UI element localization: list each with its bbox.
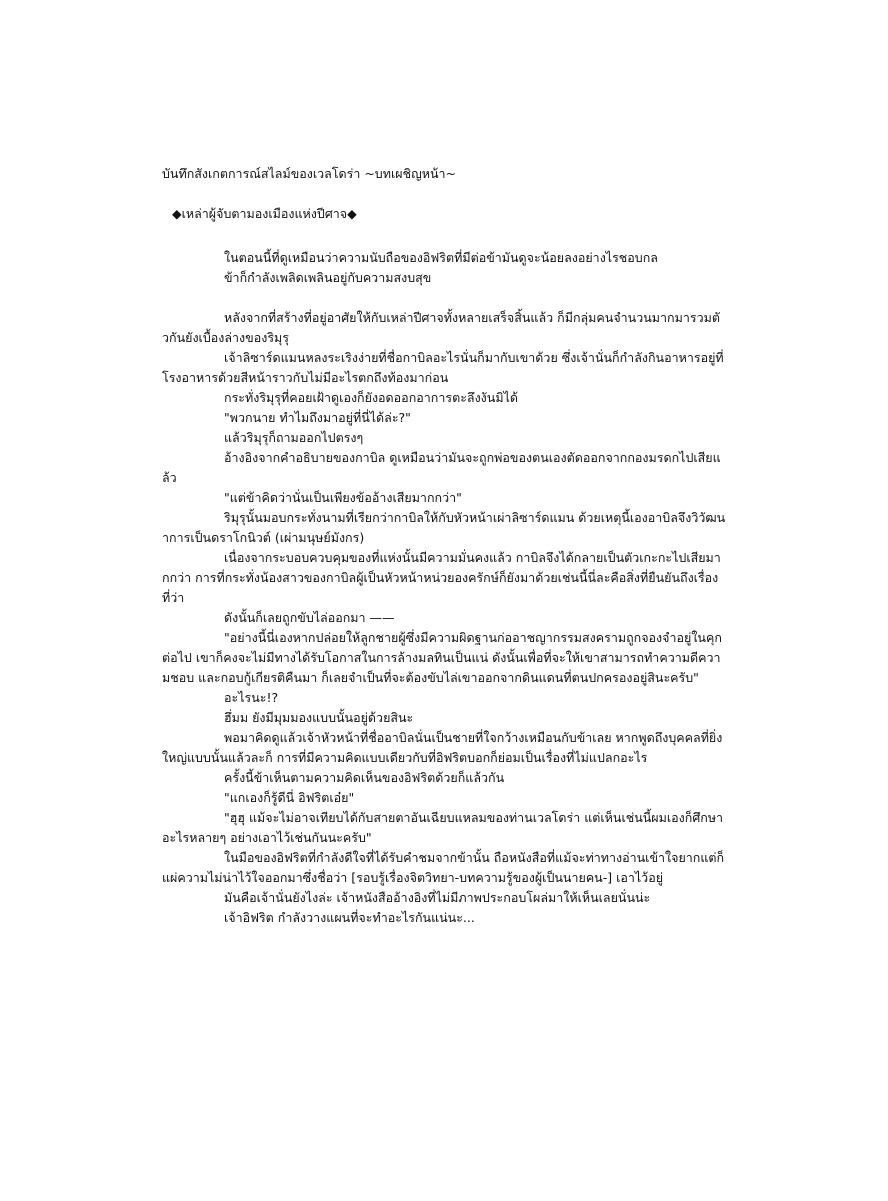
paragraph: มันคือเจ้านั่นยังไงล่ะ เจ้าหนังสืออ้างอิงที่ไม่มีภาพประกอบโผล่มาให้เห็นเลยนั่นน่ะ bbox=[224, 890, 651, 905]
paragraph: พอมาคิดดูแล้วเจ้าหัวหน้าที่ชื่ออาบิลนั่นเป็นชายที่ใจกว้างเหมือนกับข้าเลย หากพูดถึงบุคคลที่ยิ่งใหญ่แบบนั้นแล้วละก็ การที่มีความคิดแบบเดียวกับที่อิฟริตบอกก็ย่อมเป็นเรื่องที่ไม่แปลกอะไร bbox=[162, 730, 723, 765]
paragraph: ริมุรุนั้นมอบกระทั่งนามที่เรียกว่ากาบิลให้กับหัวหน้าเผ่าลิซาร์ดแมน ด้วยเหตุนี้เองอาบิลจึงวิวัฒนาการเป็นดราโกนิวต์ (เผ่ามนุษย์มังกร) bbox=[162, 510, 726, 545]
paragraph: อ้างอิงจากคำอธิบายของกาบิล ดูเหมือนว่ามันจะถูกพ่อของตนเองตัดออกจากกองมรดกไปเสียแล้ว bbox=[162, 450, 721, 485]
paragraph: เจ้าอิฟริต กำลังวางแผนที่จะทำอะไรกันแน่นะ... bbox=[224, 910, 475, 925]
paragraph: ในมือของอิฟริตที่กำลังดีใจที่ได้รับคำชมจากข้านั้น ถือหนังสือที่แม้จะท่าทางอ่านเข้าใจยากแต่ก็แผ่ความไม่น่าไว้ใจออกมาซึ่งชื่อว่า [รอบรู้เรื่องจิตวิทยา-บทความรู้ของผู้เป็นนายคน-] เอาไว้อยู่ bbox=[162, 850, 725, 885]
paragraph: "ฮุฮุ แม้จะไม่อาจเทียบได้กับสายตาอันเฉียบแหลมของท่านเวลโดร่า แต่เห็นเช่นนี้ผมเองก็ศึกษาอะไรหลายๆ อย่างเอาไว้เช่นกันนะครับ" bbox=[162, 810, 724, 845]
paragraph: หลังจากที่สร้างที่อยู่อาศัยให้กับเหล่าปีศาจทั้งหลายเสร็จสิ้นแล้ว ก็มีกลุ่มคนจำนวนมากมารวมตัวกันยังเบื้องล่างของริมุรุ bbox=[162, 310, 720, 345]
paragraph: แล้วริมุรุก็ถามออกไปตรงๆ bbox=[224, 430, 364, 445]
paragraph: ดังนั้นก็เลยถูกขับไล่ออกมา —— bbox=[224, 610, 395, 625]
section-heading: ◆เหล่าผู้จับตามองเมืองแห่งปีศาจ◆ bbox=[172, 206, 357, 221]
paragraph: ข้าก็กำลังเพลิดเพลินอยู่กับความสงบสุข bbox=[224, 270, 432, 285]
paragraph: กระทั่งริมุรุที่คอยเฝ้าดูเองก็ยังอดออกอาการตะลึงงันมิได้ bbox=[224, 390, 518, 405]
document-body bbox=[162, 248, 726, 928]
paragraph: ในตอนนี้ที่ดูเหมือนว่าความนับถือของอิฟริตที่มีต่อข้ามันดูจะน้อยลงอย่างไรชอบกล bbox=[224, 250, 658, 265]
paragraph: เจ้าลิซาร์ดแมนหลงระเริงง่ายที่ชื่อกาบิลอะไรนั่นก็มากับเขาด้วย ซึ่งเจ้านั่นก็กำลังกินอาหารอยู่ที่โรงอาหารด้วยสีหน้าราวกับไม่มีอะไรตกถึงท้องมาก่อน bbox=[162, 350, 724, 385]
document-title: บันทึกสังเกตการณ์สไลม์ของเวลโดร่า ~บทเผชิญหน้า~ bbox=[162, 166, 456, 181]
paragraph: "อย่างนี้นี่เองหากปล่อยให้ลูกชายผู้ซึ่งมีความผิดฐานก่ออาชญากรรมสงครามถูกจองจำอยู่ในคุกต่อไป เขาก็คงจะไม่มีทางได้รับโอกาสในการล้างมลทินเป็นแน่ ดังนั้นเพื่อที่จะให้เขาสามารถทำความดีความชอบ และกอบกู้เกียรติคืนมา ก็เลยจำเป็นที่จะต้องขับไล่เขาออกจากดินแดนที่ตนปกครองอยู่สินะครับ" bbox=[162, 630, 722, 685]
paragraph: ครั้งนี้ข้าเห็นตามความคิดเห็นของอิฟริตด้วยก็แล้วกัน bbox=[224, 770, 505, 785]
paragraph: ฮึ่มม ยังมีมุมมองแบบนั้นอยู่ด้วยสินะ bbox=[224, 710, 414, 725]
paragraph: "แกเองก็รู้ดีนี่ อิฟริตเอ๋ย" bbox=[224, 790, 355, 805]
paragraph: "พวกนาย ทำไมถึงมาอยู่ที่นี่ได้ล่ะ?" bbox=[224, 410, 411, 425]
paragraph: อะไรนะ!? bbox=[224, 690, 279, 705]
paragraph: "แต่ข้าคิดว่านั่นเป็นเพียงข้ออ้างเสียมากกว่า" bbox=[224, 490, 462, 505]
paragraph: เนื่องจากระบอบควบคุมของที่แห่งนั้นมีความมั่นคงแล้ว กาบิลจึงได้กลายเป็นตัวเกะกะไปเสียมากกว่า การที่กระทั่งน้องสาวของกาบิลผู้เป็นหัวหน้าหน่วยองครักษ์ก็ยังมาด้วยเช่นนี้นี่ละคือสิ่งที่ยืนยันถึงเรื่องที่ว่า bbox=[162, 550, 721, 605]
